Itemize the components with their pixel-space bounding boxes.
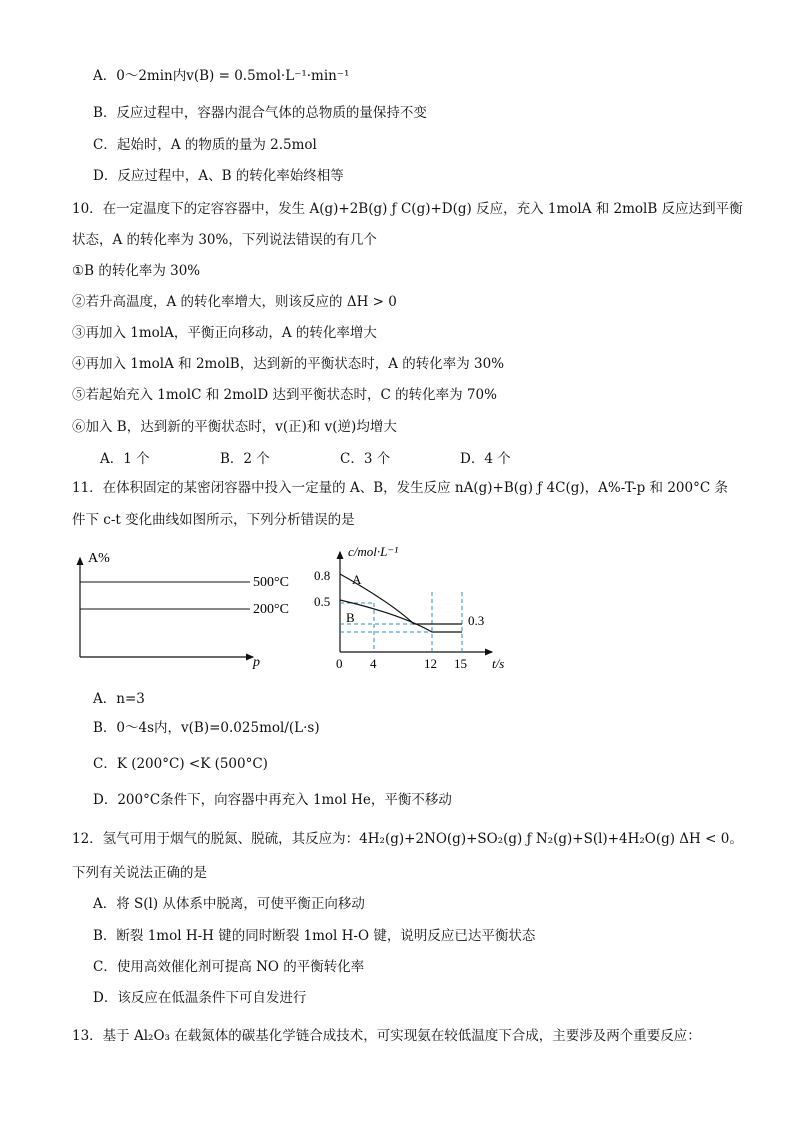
q11-stem-line2: 件下 c-t 变化曲线如图所示，下列分析错误的是 (72, 512, 355, 528)
q10-option-d: D．4 个 (460, 451, 511, 467)
q10-option-c: C．3 个 (340, 451, 391, 467)
q12-option-c: C．使用高效催化剂可提高 NO 的平衡转化率 (93, 959, 365, 975)
q10-item-2: ②若升高温度，A 的转化率增大，则该反应的 ΔH > 0 (72, 294, 397, 310)
q11-option-b: B．0～4s内，v(B)=0.025mol/(L·s) (93, 720, 320, 736)
q13-stem-line1: 13．基于 Al₂O₃ 在载氮体的碳基化学链合成技术，可实现氨在较低温度下合成，主要涉及两个重要反应： (72, 1028, 701, 1044)
q12-option-d: D．该反应在低温条件下可自发进行 (93, 990, 307, 1006)
q11-option-d: D．200°C条件下，向容器中再充入 1mol He，平衡不移动 (93, 792, 452, 808)
q11-figure-a-vs-p (70, 542, 300, 672)
fig2-x-tick-4: 4 (370, 656, 377, 671)
q10-item-6: ⑥加入 B，达到新的平衡状态时，v(正)和 v(逆)均增大 (72, 419, 397, 435)
fig2-y-tick-0.5: 0.5 (314, 594, 331, 609)
q10-item-4: ④再加入 1molA 和 2molB，达到新的平衡状态时，A 的转化率为 30% (72, 356, 505, 372)
fig2-x-tick-15: 15 (454, 656, 467, 671)
fig2-x-label: t/s (492, 656, 505, 671)
fig2-label-b: B (346, 610, 355, 625)
q12-stem-line2: 下列有关说法正确的是 (72, 865, 207, 881)
q9-option-c: C．起始时，A 的物质的量为 2.5mol (93, 137, 317, 153)
fig2-curve-b (340, 600, 462, 632)
q9-option-d: D．反应过程中，A、B 的转化率始终相等 (93, 168, 344, 184)
q10-option-a: A．1 个 (100, 451, 150, 467)
fig2-y-tick-0.8: 0.8 (314, 568, 331, 583)
q10-options-row (100, 449, 580, 469)
fig2-x-tick-0: 0 (336, 656, 343, 671)
fig1-label-500: 500°C (253, 575, 289, 590)
fig2-y-label: c/mol·L⁻¹ (348, 544, 399, 559)
fig1-x-label: p (253, 655, 260, 670)
q12-option-a: A．将 S(l) 从体系中脱离，可使平衡正向移动 (93, 896, 365, 912)
q10-stem-line2: 状态，A 的转化率为 30%，下列说法错误的有几个 (72, 232, 377, 248)
q11-stem-line1: 11．在体积固定的某密闭容器中投入一定量的 A、B，发生反应 nA(g)+B(g) ƒ 4C(g)，A%-T-p 和 200°C 条 (72, 480, 728, 496)
fig1-y-label: A% (88, 551, 110, 566)
fig2-end-label: 0.3 (468, 613, 485, 628)
fig2-label-a: A (352, 572, 362, 587)
q12-stem-line1: 12．氢气可用于烟气的脱氮、脱硫，其反应为：4H₂(g)+2NO(g)+SO₂(g) ƒ N₂(g)+S(l)+4H₂O(g) ΔH < 0。 (72, 831, 743, 847)
q11-option-c: C．K (200°C) <K (500°C) (93, 756, 268, 772)
fig2-x-tick-12: 12 (424, 656, 437, 671)
q10-option-b: B．2 个 (220, 451, 270, 467)
q9-option-a: A．0～2min内v(B) = 0.5mol·L⁻¹·min⁻¹ (93, 68, 350, 84)
q11-figure-c-vs-t (310, 542, 530, 677)
q9-option-b: B．反应过程中，容器内混合气体的总物质的量保持不变 (93, 105, 427, 121)
q10-item-3: ③再加入 1molA，平衡正向移动，A 的转化率增大 (72, 325, 377, 341)
q10-item-1: ①B 的转化率为 30% (72, 263, 201, 279)
q10-item-5: ⑤若起始充入 1molC 和 2molD 达到平衡状态时，C 的转化率为 70% (72, 387, 497, 403)
fig1-label-200: 200°C (253, 602, 289, 617)
q12-option-b: B．断裂 1mol H-H 键的同时断裂 1mol H-O 键，说明反应已达平衡状态 (93, 928, 536, 944)
q10-stem-line1: 10．在一定温度下的定容容器中，发生 A(g)+2B(g) ƒ C(g)+D(g) 反应，充入 1molA 和 2molB 反应达到平衡 (72, 201, 743, 217)
q11-option-a: A．n=3 (93, 691, 145, 707)
